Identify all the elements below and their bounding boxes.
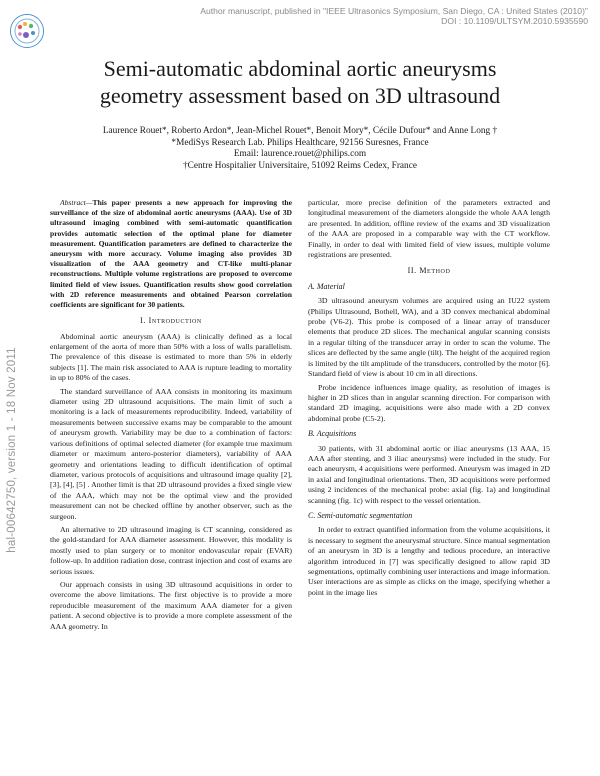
author-list: Laurence Rouet*, Roberto Ardon*, Jean-Michel Rouet*, Benoit Mory*, Cécile Dufour* and Anne Long †	[102, 126, 498, 136]
affiliation-2: †Centre Hospitalier Universitaire, 51092 Reims Cedex, France	[183, 160, 417, 171]
intro-paragraph-1: Abdominal aortic aneurysm (AAA) is clinically defined as a local enlargement of the aorta of more than 50% with a loss of walls parallelism. The prevalence of this disease is estimated to more than 5% in elderly subjects [1]. The main risk associated to AAA is rupture leading to mortality in up to 80% of the cases.	[50, 331, 292, 383]
subsection-material: A. Material	[308, 281, 345, 291]
paper-title	[50, 55, 550, 109]
hal-logo-icon	[10, 14, 44, 48]
hal-side-stamp	[2, 300, 22, 600]
author-email: Email: laurence.rouet@philips.com	[233, 149, 367, 159]
left-column	[50, 198, 292, 635]
intro-continuation: particular, more precise definition of the parameters extracted and longitudinal measurement of the diameters alongside the whole AAA length are presented. In addition, offline review of the exams and 3D visualization of the AAA are proposed in a comparable way with the CT workflow. Finally, in order to deal with limited field of view issues, multiple volume registrations are presented.	[308, 198, 550, 260]
section-heading-method: II. Method	[407, 266, 451, 276]
subsection-segmentation: C. Semi-automatic segmentation	[308, 510, 413, 520]
manuscript-line: Author manuscript, published in "IEEE Ultrasonics Symposium, San Diego, CA : United States (2010)"	[200, 6, 588, 16]
abstract-label: Abstract—	[60, 198, 93, 207]
section-heading-introduction: I. Introduction	[140, 316, 202, 326]
acquisitions-paragraph: 30 patients, with 31 abdominal aortic or iliac aneurysms (13 AAA, 15 AAA after stenting, and 3 iliac aneurysms) were included in the study. For each aneurysm, 4 acquisitions were performed. Aneurysm was imaged in 2D in axial and longitudinal orientations. Then, 3D acquisitions were performed using 2 incidences of the mechanical probe: axial (fig. 1a) and longitudinal scanning (fig. 1c) with respect to the vessel orientation.	[308, 443, 550, 505]
title-line-1: Semi-automatic abdominal aortic aneurysms	[103, 56, 497, 81]
author-block	[40, 126, 560, 172]
right-column	[308, 198, 550, 601]
affiliation-1: *MediSys Research Lab. Philips Healthcare, 92156 Suresnes, France	[171, 137, 429, 148]
title-line-2: geometry assessment based on 3D ultrasound	[99, 83, 501, 108]
abstract-text: This paper presents a new approach for improving the surveillance of the size of abdominal aortic aneurysms (AAA). Use of 3D ultrasound imaging combined with semi-automatic quantification provides automatic selection of the optimal plane for diameter measurement. Quantification parameters are defined to characterize the aneurysm with more accuracy. Volume imaging also provides 3D visualization of the AAA geometry and CT-like multi-planar reconstructions. Multiple volume registrations are proposed to overcome limited field of view issues. Quantification results show good correlation with 2D reference measurements and obtained Pearson correlation coefficients are significant for 30 patients.	[50, 198, 292, 310]
subsection-acquisitions: B. Acquisitions	[308, 429, 357, 439]
material-paragraph-2: Probe incidence influences image quality, as resolution of images is higher in 2D slices than in angular scanning direction. For comparison with standard 2D imaging, acquisitions were also made with a 2D convex abdominal probe (C5-2).	[308, 382, 550, 423]
hal-side-stamp-text: hal-00642750, version 1 - 18 Nov 2011	[6, 347, 18, 553]
manuscript-note	[158, 6, 588, 26]
intro-paragraph-3: An alternative to 2D ultrasound imaging is CT scanning, considered as the gold-standard for AAA diameter assessment. However, this modality is mostly used to plan surgery or to monitor endovascular repair (EVAR) follow-up. In addition radiation dose, contrast injection and cost of exams are serious issues.	[50, 524, 292, 576]
abstract	[50, 198, 292, 310]
intro-paragraph-4: Our approach consists in using 3D ultrasound acquisitions in order to overcome the above limitations. The first objective is to provide a more reproducible measurement of the maximum AAA diameter for a given patient. A second objective is to provide a more complete assessment of the AAA geometry. In	[50, 579, 292, 631]
segmentation-paragraph: In order to extract quantified information from the volume acquisitions, it is necessary to segment the aneurysmal structure. Since manual segmentation of an aneurysm in 3D is a lengthy and tedious procedure, an interactive algorithm introduced in [7] was specifically designed to allow rapid 3D segmentations, optimally combining user interactions and image information. User interactions are as simple as clicks on the image, specifying whether a point in the image lies	[308, 525, 550, 597]
doi-line: DOI : 10.1109/ULTSYM.2010.5935590	[441, 16, 588, 26]
material-paragraph-1: 3D ultrasound aneurysm volumes are acquired using an IU22 system (Philips Ultrasound, Bothell, WA), and a 3D convex mechanical abdominal probe (V6-2). This probe is composed of a linear array of transducer elements that produce 2D slices. The mechanical angular scanning consists in a regular tilting of the transducer array in order to scan the volume. The slices are deflected by the same angle (tilt). The height of the acquired region is limited by the tilt amplitude of the transducers, controlled by the motor [6]. Standard field of view is about 10 cm in all directions.	[308, 296, 550, 379]
intro-paragraph-2: The standard surveillance of AAA consists in monitoring its maximum diameter using 2D ultrasound acquisitions. The main limit of such a monitoring is a lack of measurements reproducibility. Indeed, variability of measurements between successive exams may be comparable to the amount of aneurysm growth. Variability may be due to a combination of factors: various definitions of optimal selected diameter (for example true maximum diameter or maximum antero-posterior diameters), variability of AAA geometry and orientations leading to difficult identification of optimal diameter, various protocols of acquisitions and ultrasound image quality [2], [3], [4], [5] . Another limit is that 2D ultrasound provides a fixed single view of the AAA, which may not be the optimal view and the provided measurement can not be checked offline by another observer, such as the surgeon.	[50, 386, 292, 521]
